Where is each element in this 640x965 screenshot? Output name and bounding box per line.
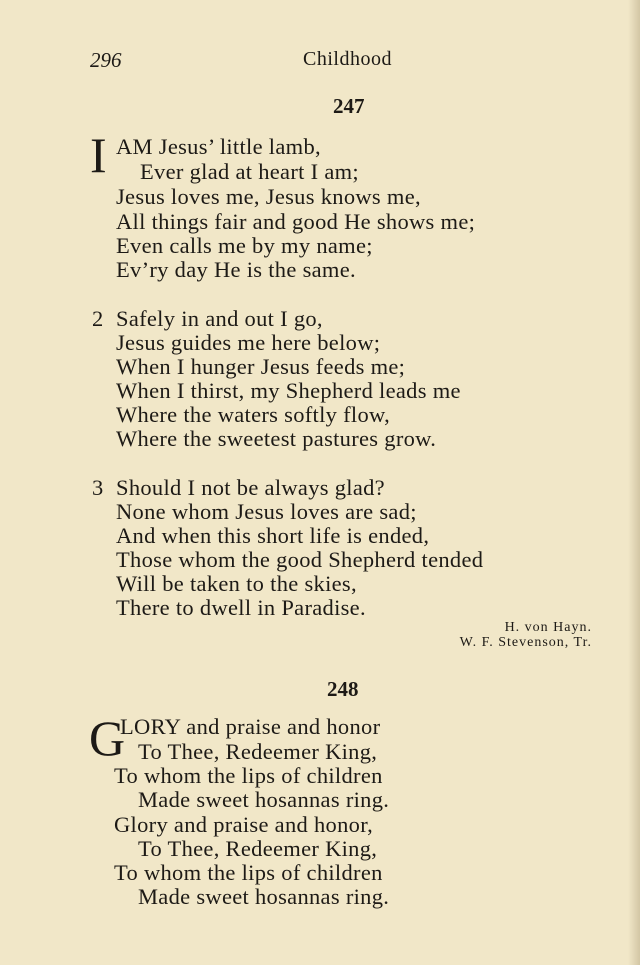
running-head: Childhood [303,48,392,70]
verse-line: Safely in and out I go, [116,306,323,331]
verse-line: None whom Jesus loves are sad; [116,499,417,524]
verse-line: Where the waters softly flow, [116,402,391,427]
verse-line: Ever glad at heart I am; [140,159,359,184]
verse-line: When I thirst, my Shepherd leads me [116,378,461,403]
page-header [0,44,640,74]
verse-line: AM Jesus’ little lamb, [116,134,321,159]
verse-line: Jesus loves me, Jesus knows me, [116,184,421,209]
verse-line: Those whom the good Shepherd tended [116,547,484,572]
verse-line: Jesus guides me here below; [116,330,381,355]
hymn-number: 248 [327,677,359,701]
drop-cap: I [90,127,107,183]
hymn-number: 247 [333,94,365,118]
verse-line: All things fair and good He shows me; [116,209,476,234]
verse-line: Ev’ry day He is the same. [116,257,356,282]
verse-line: To Thee, Redeemer King, [138,739,378,764]
verse-line: Made sweet hosannas ring. [138,787,390,812]
verse-line: Glory and praise and honor, [114,812,374,837]
verse-number: 3 [92,475,104,500]
verse-line: To whom the lips of children [114,763,383,788]
verse-line: To whom the lips of children [114,860,383,885]
verse-line: When I hunger Jesus feeds me; [116,354,406,379]
hymn-author: H. von Hayn. [504,620,592,635]
page-number: 296 [90,48,122,72]
verse-line: Made sweet hosannas ring. [138,884,390,909]
page-edge-shadow [628,0,640,965]
verse-line: To Thee, Redeemer King, [138,836,378,861]
hymn-translator: W. F. Stevenson, Tr. [459,635,592,650]
verse-number: 2 [92,306,104,331]
verse-line: Even calls me by my name; [116,233,373,258]
verse-line: Where the sweetest pastures grow. [116,426,437,451]
verse-line: LORY and praise and honor [120,714,381,739]
verse-line: Should I not be always glad? [116,475,385,500]
verse-line: Will be taken to the skies, [116,571,357,596]
verse-line: There to dwell in Paradise. [116,595,366,620]
drop-cap: G [89,710,126,766]
verse-line: And when this short life is ended, [116,523,430,548]
